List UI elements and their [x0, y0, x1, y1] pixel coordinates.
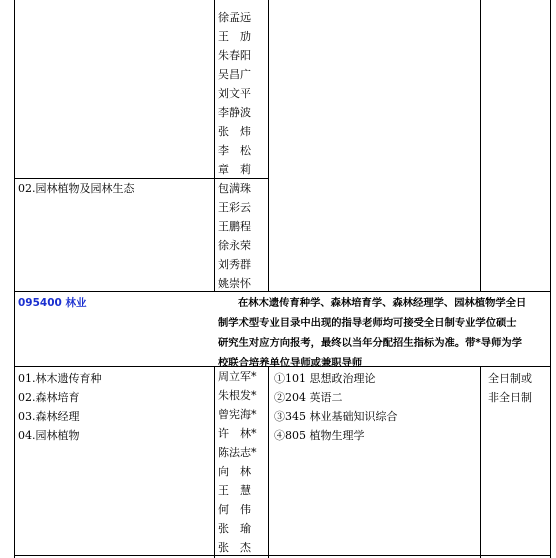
advisor-name: 张 瑜 — [218, 522, 251, 535]
advisor-name: 王彩云 — [218, 201, 251, 214]
advisor-name: 章 莉 — [218, 163, 251, 176]
research-direction: 01.林木遗传育种 — [18, 372, 102, 385]
advisor-name: 徐孟远 — [218, 11, 251, 24]
column-divider-mode — [480, 366, 481, 558]
program-code: 095400 林业 — [18, 297, 87, 309]
advisor-name: 包满珠 — [218, 182, 251, 195]
study-mode: 全日制或 — [488, 372, 532, 385]
advisor-name: 刘文平 — [218, 87, 251, 100]
exam-subject: ①101 思想政治理论 — [274, 372, 376, 385]
advisor-name: 张 炜 — [218, 125, 251, 138]
advisor-name: 曾宪海* — [218, 408, 257, 421]
exam-subject: ③345 林业基础知识综合 — [274, 410, 398, 423]
exam-subject: ②204 英语二 — [274, 391, 343, 404]
note-line: 在林木遗传育种学、森林培育学、森林经理学、园林植物学全日 — [238, 297, 527, 309]
row-divider — [14, 555, 551, 556]
program-note — [218, 293, 550, 373]
advisor-name: 向 林 — [218, 465, 251, 478]
column-divider-exams — [268, 366, 269, 558]
table-border-right — [550, 0, 551, 558]
row-divider — [14, 291, 551, 292]
research-direction: 03.森林经理 — [18, 410, 80, 423]
advisor-name: 周立军* — [218, 370, 257, 383]
row-divider — [14, 178, 268, 179]
advisor-name: 张 杰 — [218, 541, 251, 554]
advisor-name: 陈法志* — [218, 446, 257, 459]
column-divider-exams — [268, 0, 269, 291]
note-line: 制学术型专业目录中出现的指导老师均可接受全日制专业学位硕士 — [218, 317, 517, 329]
table-border-left — [14, 0, 15, 558]
research-direction: 04.园林植物 — [18, 429, 80, 442]
advisor-name: 吴昌广 — [218, 68, 251, 81]
exam-subject: ④805 植物生理学 — [274, 429, 365, 442]
column-divider-names — [214, 366, 215, 558]
advisor-name: 姚崇怀 — [218, 277, 251, 290]
advisor-name: 王 慧 — [218, 484, 251, 497]
column-divider-mode — [480, 0, 481, 291]
column-divider-names — [214, 0, 215, 291]
advisor-name: 徐永荣 — [218, 239, 251, 252]
advisor-name: 何 伟 — [218, 503, 251, 516]
research-direction: 02.园林植物及园林生态 — [18, 182, 135, 195]
study-mode: 非全日制 — [488, 391, 532, 404]
advisor-name: 李静波 — [218, 106, 251, 119]
advisor-name: 许 林* — [218, 427, 257, 440]
advisor-name: 王 劢 — [218, 30, 251, 43]
advisor-name: 朱春阳 — [218, 49, 251, 62]
advisor-name: 刘秀群 — [218, 258, 251, 271]
advisor-name: 朱根发* — [218, 389, 257, 402]
advisor-name: 李 松 — [218, 144, 251, 157]
advisor-name: 王鹏程 — [218, 220, 251, 233]
research-direction: 02.森林培育 — [18, 391, 80, 404]
note-line: 研究生对应方向报考，最终以当年分配招生指标为准。带*导师为学 — [218, 337, 522, 349]
note-line: 校联合培养单位导师或兼职导师 — [218, 357, 363, 369]
